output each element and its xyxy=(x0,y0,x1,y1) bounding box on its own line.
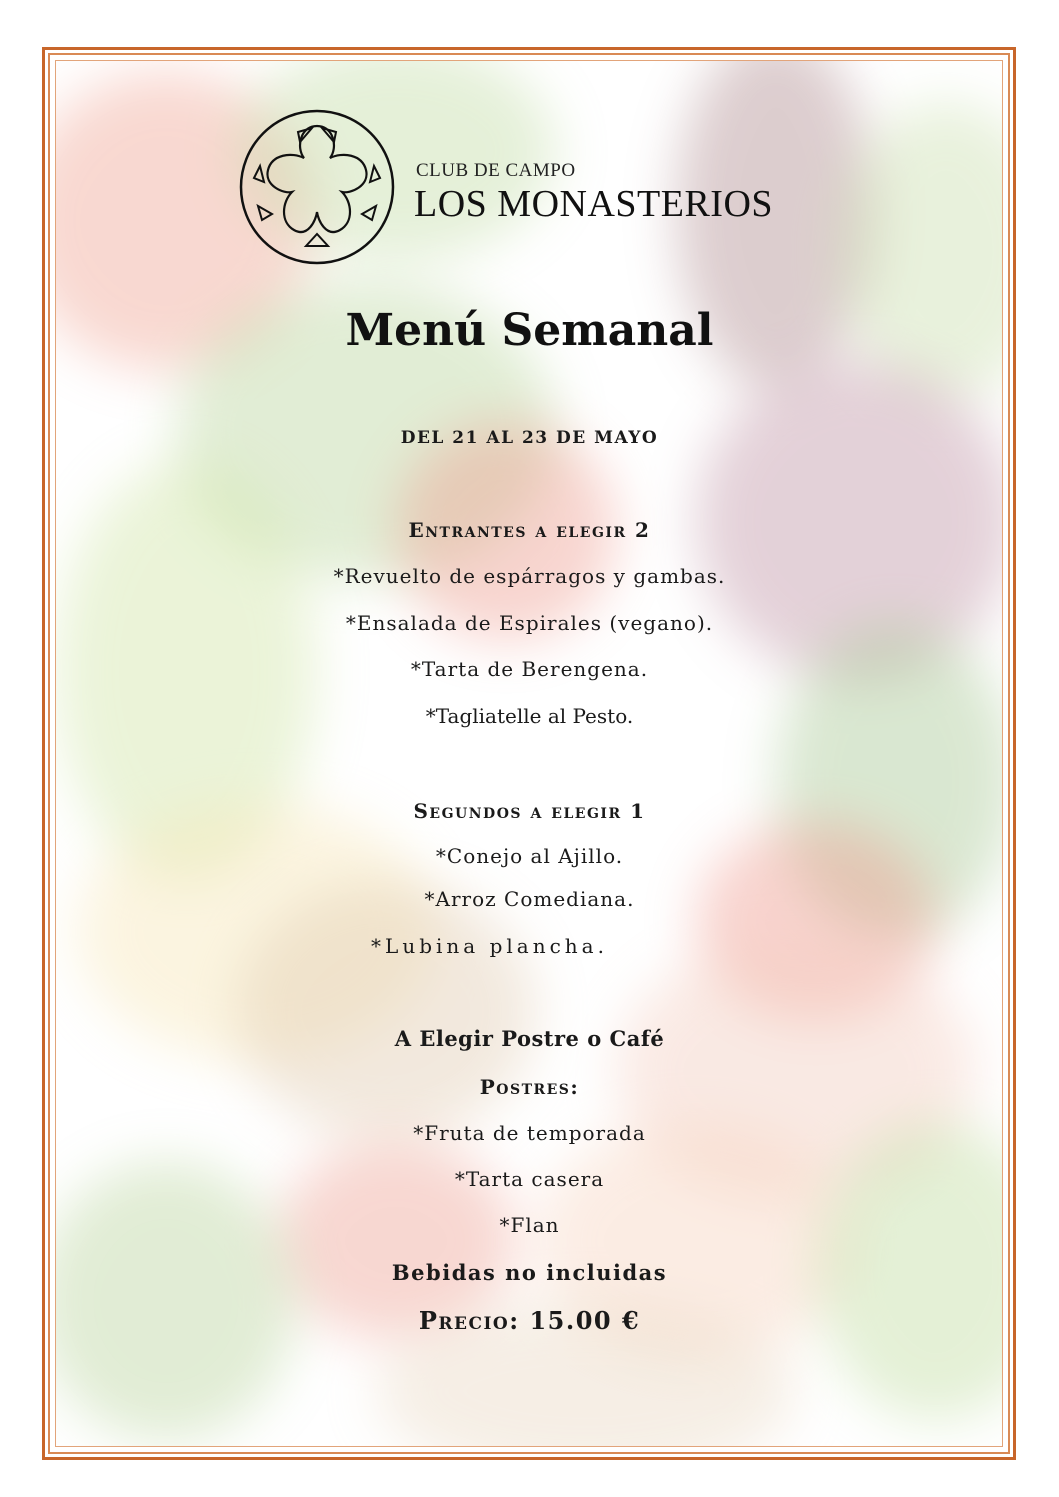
menu-item: *Ensalada de Espirales (vegano). xyxy=(345,611,714,635)
segundos-heading: Segundos a elegir 1 xyxy=(413,799,646,823)
menu-item: *Tarta casera xyxy=(454,1167,605,1191)
menu-item: *Fruta de temporada xyxy=(413,1121,646,1145)
menu-item: *Conejo al Ajillo. xyxy=(435,844,624,868)
menu-item: *Flan xyxy=(499,1213,560,1237)
brand-name: LOS MONASTERIOS xyxy=(414,183,774,225)
postres-heading: Postres: xyxy=(479,1075,580,1099)
date-range: DEL 21 AL 23 DE MAYO xyxy=(400,428,659,448)
menu-item: *Arroz Comediana. xyxy=(424,887,635,911)
menu-item: *Revuelto de espárragos y gambas. xyxy=(333,564,726,588)
postre-cafe-heading: A Elegir Postre o Café xyxy=(394,1026,665,1051)
menu-item: *Lubina plancha. xyxy=(371,934,608,958)
menu-item: *Tarta de Berengena. xyxy=(410,657,649,681)
entrantes-heading: Entrantes a elegir 2 xyxy=(408,518,651,542)
bebidas-note: Bebidas no incluidas xyxy=(391,1260,668,1285)
menu-item: *Tagliatelle al Pesto. xyxy=(425,704,634,728)
page-title: Menú Semanal xyxy=(345,305,714,356)
price: Precio: 15.00 € xyxy=(418,1306,641,1335)
club-logo-icon xyxy=(238,108,396,266)
brand-subtitle: CLUB DE CAMPO xyxy=(416,160,576,181)
